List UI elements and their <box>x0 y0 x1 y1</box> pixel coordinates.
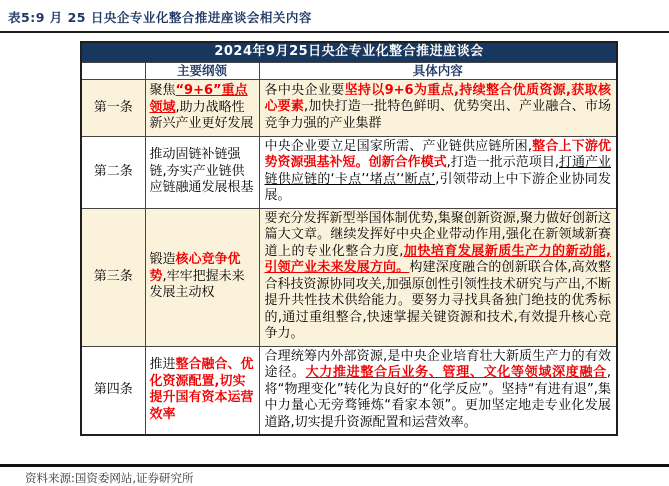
bottom-divider <box>0 464 669 467</box>
guideline-cell <box>145 208 259 346</box>
guideline-cell <box>145 346 259 435</box>
text-segment: 各中央企业要 <box>264 82 345 98</box>
row-label: 第二条 <box>81 136 145 208</box>
guideline-cell <box>145 80 259 137</box>
text-segment: 构建深度融合的创新联合体,高效整合科技资源协同攻关,加强原创性引领性技术研究与产出,不断提升共性技术供给能力。要努力寻找具备独门绝技的优秀标的,通过重组整合,快速掌握关键资源和技术,有效提升核心竞争力。 <box>264 260 612 341</box>
content-cell <box>259 208 617 346</box>
content-cell <box>259 136 617 208</box>
text-segment: 合理统筹内外部资源,是中央企业培育壮大新质生产力的有效途径。 <box>264 348 612 380</box>
table-body <box>81 80 617 436</box>
row-label: 第三条 <box>81 208 145 346</box>
text-segment: ,助力战略性新兴产业更好发展 <box>149 99 254 131</box>
row-label: 第四条 <box>81 346 145 435</box>
text-segment: 聚焦 <box>149 83 176 98</box>
column-header-content: 具体内容 <box>259 62 617 80</box>
table-row <box>81 80 617 137</box>
table-row <box>81 208 617 346</box>
column-header-row <box>81 62 617 80</box>
text-segment: 推动固链补链强链,夯实产业链供应链融通发展根基 <box>149 147 254 196</box>
text-segment: ,牢牢把握未来发展主动权 <box>149 268 245 301</box>
text-segment: ,将“物理变化”转化为良好的“化学反应”。坚持“有进有退”,集中力量心无旁骛锤炼“看家本领”。更加坚定地走专业化发展道路,切实提升资源配置和运营效率。 <box>264 365 612 430</box>
text-segment: 打通产业链供应链的‘卡点’‘堵点’‘断点’ <box>264 155 612 187</box>
column-header-guideline: 主要纲领 <box>145 62 259 80</box>
source-note: 资料来源:国资委网站,证券研究所 <box>25 471 194 485</box>
text-segment: ,打造一批示范项目, <box>446 155 559 170</box>
table-row <box>81 136 617 208</box>
text-segment: “9+6”重点领域 <box>149 83 248 115</box>
text-segment: 整合融合、优化资源配置,切实提升国有资本运营效率 <box>149 357 254 422</box>
text-segment: 核心竞争优势 <box>149 252 241 284</box>
text-segment: 要充分发挥新型举国体制优势,集聚创新资源,聚力做好创新这篇大文章。继续发挥好中央企业带动作用,强化在新领域新赛道上的专业化整合力度, <box>264 210 612 259</box>
text-segment: 整合上下游优势资源强基补短。创新合作模式 <box>264 138 612 170</box>
text-segment: 加快培育发展新质生产力的新动能,引领产业未来发展方向。 <box>264 243 612 275</box>
text-segment: 锻造 <box>149 252 176 268</box>
text-segment: 坚持以9+6为重点,持续整合优质资源,获取核心要素 <box>264 82 611 114</box>
text-segment: 中央企业要立足国家所需、产业链供应链所困, <box>264 138 532 154</box>
text-segment: ,加快打造一批特色鲜明、优势突出、产业融合、市场竞争力强的产业集群 <box>264 99 612 131</box>
column-header-empty <box>81 62 145 80</box>
meeting-table <box>80 41 618 436</box>
row-label: 第一条 <box>81 80 145 137</box>
table-caption: 表5:9 月 25 日央企专业化整合推进座谈会相关内容 <box>8 10 312 25</box>
table-banner: 2024年9月25日央企专业化整合推进座谈会 <box>81 42 617 62</box>
guideline-cell <box>145 136 259 208</box>
content-cell <box>259 346 617 435</box>
table-banner-row <box>81 42 617 62</box>
text-segment: 大力推进整合后业务、管理、文化等领域深度融合 <box>305 365 607 380</box>
text-segment: 推进 <box>149 357 176 373</box>
caption-divider <box>0 31 669 33</box>
table-row <box>81 346 617 435</box>
text-segment: ,引领带动上中下游企业协同发展。 <box>264 171 612 203</box>
content-cell <box>259 80 617 137</box>
